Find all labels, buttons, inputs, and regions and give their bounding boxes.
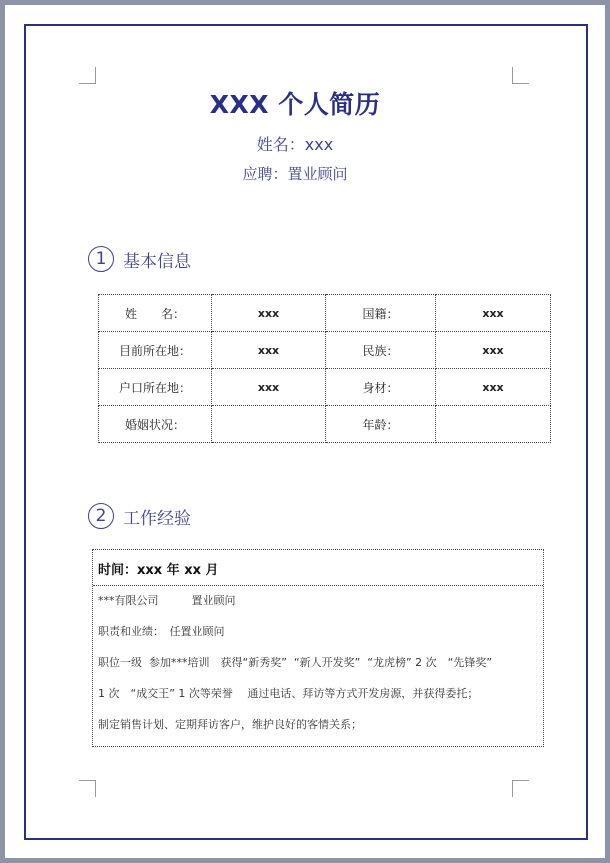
work-line: 职责和业绩： 任置业顾问 <box>98 625 225 638</box>
work-line: 1 次 “成交王” 1 次等荣誉 通过电话、拜访等方式开发房源，并获得委托； <box>98 687 479 700</box>
value-cell <box>212 406 326 443</box>
label-cell: 民族： <box>326 332 436 369</box>
table-row <box>99 332 551 369</box>
name-line: 姓名：xxx <box>256 135 334 154</box>
section-title: 工作经验 <box>123 508 191 529</box>
value-cell: xxx <box>436 332 551 369</box>
table-row <box>99 369 551 406</box>
work-experience-box <box>92 549 544 747</box>
label-cell: 姓 名： <box>99 295 212 332</box>
label-cell: 户口所在地： <box>99 369 212 406</box>
label-cell: 年龄： <box>326 406 436 443</box>
crop-mark-top-left <box>79 67 96 84</box>
label-cell: 婚姻状况： <box>99 406 212 443</box>
label-cell: 身材： <box>326 369 436 406</box>
basic-info-table <box>98 294 551 443</box>
work-time: 时间：xxx 年 xx 月 <box>93 550 543 586</box>
section-basic-info <box>88 246 191 272</box>
apply-line: 应聘：置业顾问 <box>242 165 348 183</box>
value-cell: xxx <box>212 332 326 369</box>
work-line: 职位一级 参加***培训 获得“新秀奖” “新人开发奖” “龙虎榜” 2 次 “先锋奖” <box>98 656 493 669</box>
value-cell: xxx <box>436 369 551 406</box>
section-number-circle: 2 <box>88 503 114 529</box>
section-number-circle: 1 <box>88 246 114 272</box>
table-row <box>99 406 551 443</box>
crop-mark-bottom-left <box>79 780 96 797</box>
crop-mark-bottom-right <box>512 780 529 797</box>
resume-title: XXX 个人简历 <box>209 90 381 119</box>
value-cell <box>436 406 551 443</box>
document-page <box>5 5 605 858</box>
value-cell: xxx <box>212 295 326 332</box>
label-cell: 国籍： <box>326 295 436 332</box>
work-line: ***有限公司 置业顾问 <box>98 594 236 607</box>
label-cell: 目前所在地： <box>99 332 212 369</box>
work-details <box>93 586 543 745</box>
crop-mark-top-right <box>512 67 529 84</box>
section-work-experience <box>88 503 191 529</box>
work-line: 制定销售计划、定期拜访客户，维护良好的客情关系； <box>98 718 362 731</box>
table-row <box>99 295 551 332</box>
value-cell: xxx <box>212 369 326 406</box>
section-title: 基本信息 <box>123 251 191 272</box>
value-cell: xxx <box>436 295 551 332</box>
